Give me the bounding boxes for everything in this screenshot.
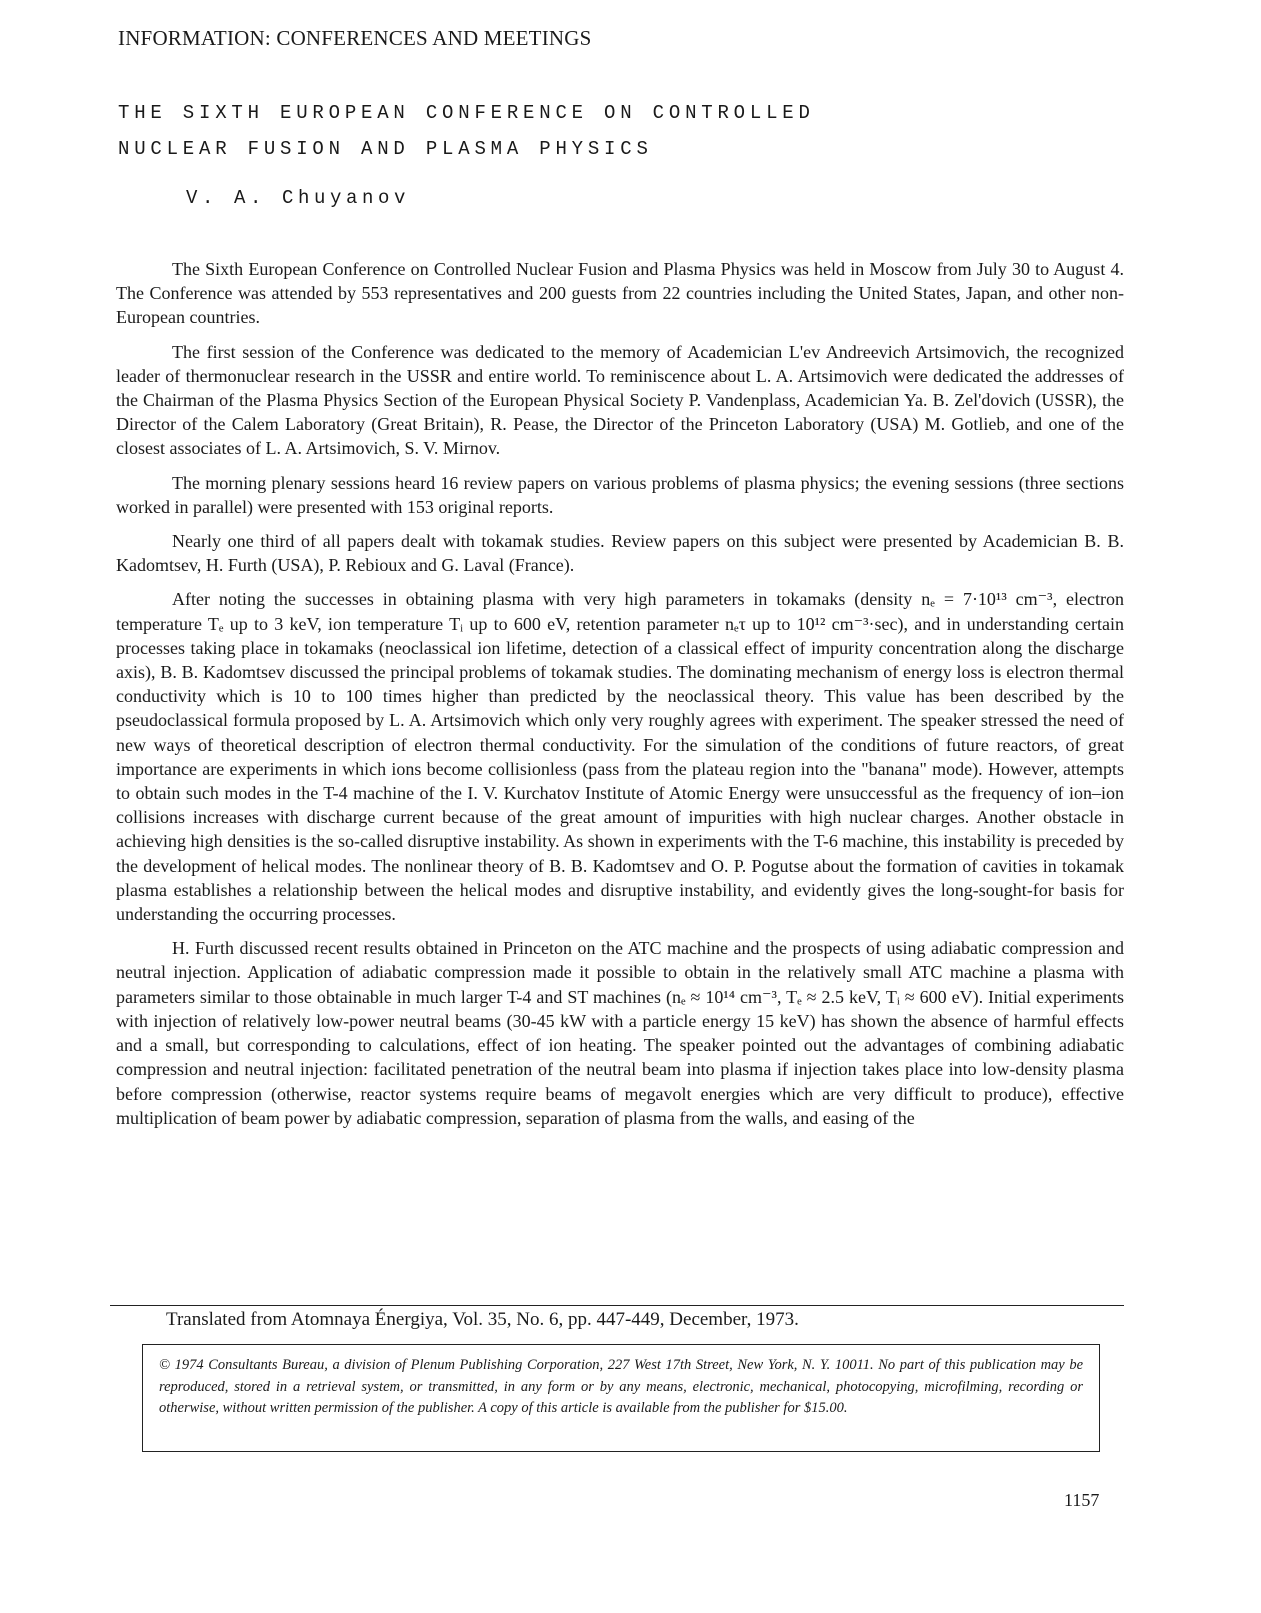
article-title-line-2: NUCLEAR FUSION AND PLASMA PHYSICS [118, 138, 653, 160]
paragraph-4: Nearly one third of all papers dealt with tokamak studies. Review papers on this subject were presented by Academician B. B. Kadomtsev, H. Furth (USA), P. Rebioux and G. Laval (France). [116, 531, 1124, 576]
paragraph-5: After noting the successes in obtaining plasma with very high parameters in tokamaks (density nₑ = 7·10¹³ cm⁻³, electron temperature Tₑ up to 3 keV, ion temperature Tᵢ up to 600 eV, retention parameter nₑτ up to 10¹² cm⁻³·sec), and in understanding certain processes taking place in tokamaks (neoclassical ion lifetime, detection of a classical effect of impurity concentration along the discharge axis), B. B. Kadomtsev discussed the principal problems of tokamak studies. The dominating mechanism of energy loss is electron thermal conductivity which is 10 to 100 times higher than predicted by the neoclassical theory. This value has been described by the pseudoclassical formula proposed by L. A. Artsimovich which only very roughly agrees with experiment. The speaker stressed the need of new ways of theoretical description of electron thermal conductivity. For the simulation of the conditions of future reactors, of great importance are experiments in which ions become collisionless (pass from the plateau region into the "banana" mode). However, attempts to obtain such modes in the T-4 machine of the I. V. Kurchatov Institute of Atomic Energy were unsuccessful as the frequency of ion–ion collisions increases with discharge current because of the great amount of impurities with high nuclear charges. Another obstacle in achieving high densities is the so-called disruptive instability. As shown in experiments with the T-6 machine, this instability is preceded by the development of helical modes. The nonlinear theory of B. B. Kadomtsev and O. P. Pogutse about the formation of cavities in tokamak plasma establishes a relationship between the helical modes and disruptive instability, and evidently gives the long-sought-for basis for understanding the occurring processes. [116, 589, 1124, 925]
author: V. A. Chuyanov [186, 187, 411, 209]
paragraph-6: H. Furth discussed recent results obtained in Princeton on the ATC machine and the prospects of using adiabatic compression and neutral injection. Application of adiabatic compression made it possible to obtain in the relatively small ATC machine a plasma with parameters similar to those obtainable in much larger T-4 and ST machines (nₑ ≈ 10¹⁴ cm⁻³, Tₑ ≈ 2.5 keV, Tᵢ ≈ 600 eV). Initial experiments with injection of relatively low-power neutral beams (30-45 kW with a particle energy 15 keV) has shown the absence of harmful effects and a small, but corresponding to calculations, effect of ion heating. The speaker pointed out the advantages of combining adiabatic compression and neutral injection: facilitated penetration of the neutral beam into plasma if injection takes place into low-density plasma before compression (otherwise, reactor systems require beams of megavolt energies which are very difficult to produce), effective multiplication of beam power by adiabatic compression, separation of plasma from the walls, and easing of the [116, 938, 1124, 1128]
translation-note: Translated from Atomnaya Énergiya, Vol. 35, No. 6, pp. 447-449, December, 1973. [166, 1309, 799, 1330]
section-heading: INFORMATION: CONFERENCES AND MEETINGS [118, 26, 592, 50]
footnote-divider [110, 1305, 1124, 1306]
paragraph-1: The Sixth European Conference on Controlled Nuclear Fusion and Plasma Physics was held in Moscow from July 30 to August 4. The Conference was attended by 553 representatives and 200 guests from 22 countries including the United States, Japan, and other non-European countries. [116, 259, 1124, 328]
paragraph-2: The first session of the Conference was dedicated to the memory of Academician L'ev Andreevich Artsimovich, the recognized leader of thermonuclear research in the USSR and entire world. To reminiscence about L. A. Artsimovich were dedicated the addresses of the Chairman of the Plasma Physics Section of the European Physical Society P. Vandenplass, Academician Ya. B. Zel'dovich (USSR), the Director of the Calem Laboratory (Great Britain), R. Pease, the Director of the Princeton Laboratory (USA) M. Gotlieb, and one of the closest associates of L. A. Artsimovich, S. V. Mirnov. [116, 341, 1124, 459]
page-number: 1157 [1064, 1490, 1100, 1510]
article-title-line-1: THE SIXTH EUROPEAN CONFERENCE ON CONTROLLED [118, 102, 815, 124]
copyright-box: © 1974 Consultants Bureau, a division of Plenum Publishing Corporation, 227 West 17th Street, New York, N. Y. 10011. No part of this publication may be reproduced, stored in a retrieval system, or transmitted, in any form or by any means, electronic, mechanical, photocopying, microfilming, recording or otherwise, without written permission of the publisher. A copy of this article is available from the publisher for $15.00. [142, 1344, 1100, 1452]
paragraph-3: The morning plenary sessions heard 16 review papers on various problems of plasma physics; the evening sessions (three sections worked in parallel) were presented with 153 original reports. [116, 472, 1124, 517]
article-body [116, 257, 1124, 1140]
